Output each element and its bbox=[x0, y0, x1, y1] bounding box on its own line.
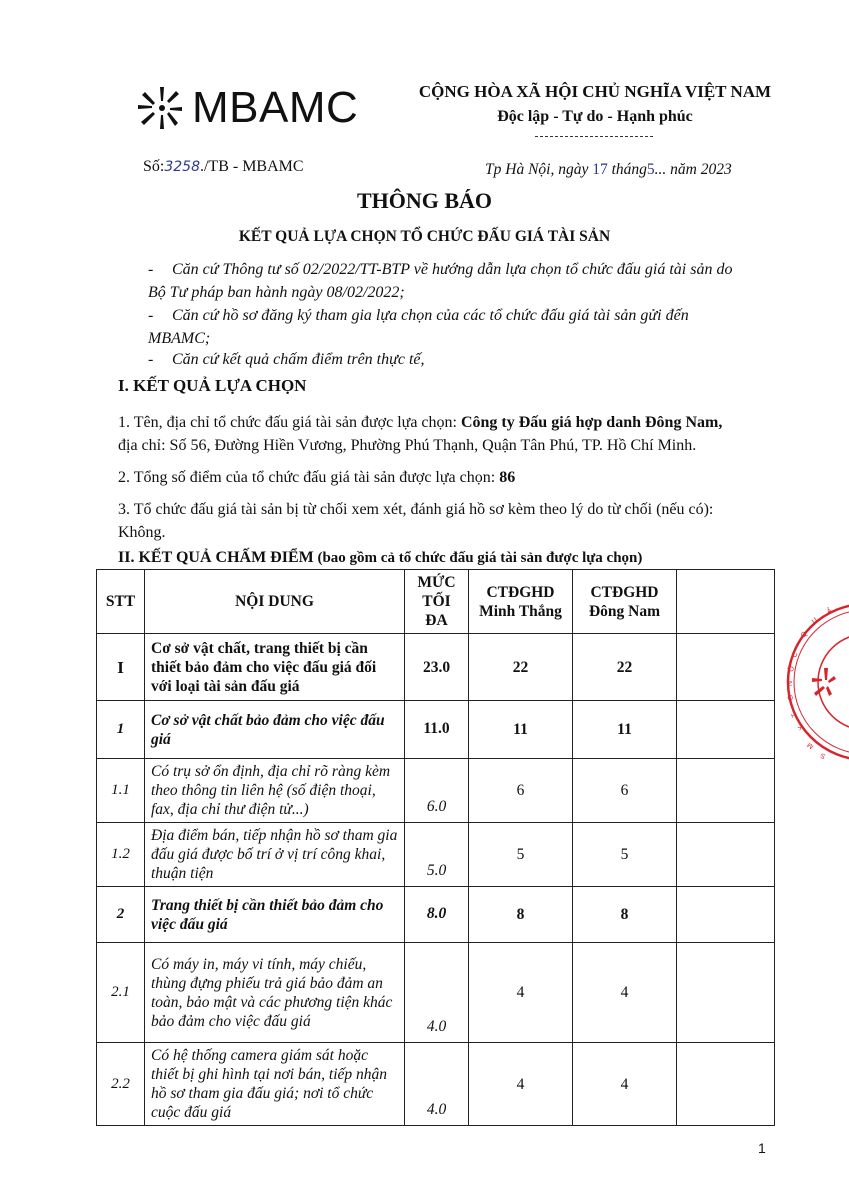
header-minh-thang: CTĐGHD Minh Thắng bbox=[469, 570, 573, 634]
logo-text: MBAMC bbox=[192, 83, 359, 132]
date-prefix: Tp Hà Nội, ngày bbox=[485, 161, 589, 178]
svg-text:T: T bbox=[790, 711, 799, 719]
svg-text:N: N bbox=[787, 680, 794, 686]
section-1-heading: I. KẾT QUẢ LỰA CHỌN bbox=[118, 376, 307, 395]
svg-text:M: M bbox=[806, 740, 816, 750]
table-row: 1.1 Có trụ sở ổn định, địa chỉ rõ ràng kèm theo thông tin liên hệ (số điện thoại, fax, địa chỉ thư điện tử...) 6.0 6 6 bbox=[97, 759, 775, 823]
svg-text:C: C bbox=[791, 651, 800, 659]
mbamc-logo bbox=[136, 80, 366, 136]
total-score: 86 bbox=[499, 469, 516, 486]
table-row: I Cơ sở vật chất, trang thiết bị cần thiết bảo đảm cho việc đấu giá đối với loại tài sản đấu giá 23.0 22 22 bbox=[97, 634, 775, 701]
score-table bbox=[96, 569, 775, 1126]
date-day: 17 bbox=[592, 161, 608, 178]
table-row: 2 Trang thiết bị cần thiết bảo đảm cho việc đấu giá 8.0 8 8 bbox=[97, 887, 775, 943]
svg-text:U: U bbox=[810, 616, 820, 626]
company-seal bbox=[784, 598, 849, 766]
header-max: MỨC TỐI ĐA bbox=[405, 570, 469, 634]
header-content: NỘI DUNG bbox=[145, 570, 405, 634]
page-number: 1 bbox=[758, 1140, 766, 1156]
document-date bbox=[485, 161, 732, 179]
svg-text:G: G bbox=[787, 694, 795, 701]
svg-text:Ô: Ô bbox=[788, 665, 796, 673]
svg-text:Y: Y bbox=[797, 723, 806, 731]
doc-number-handwritten: 3258 bbox=[164, 159, 200, 175]
doc-number-prefix: Số: bbox=[143, 158, 165, 175]
table-row: 1 Cơ sở vật chất bảo đảm cho việc đấu giá 11.0 11 11 bbox=[97, 701, 775, 759]
svg-text:S: S bbox=[819, 751, 827, 760]
section-2-heading: II. KẾT QUẢ CHẤM ĐIỂM (bao gồm cả tổ chức đấu giá tài sản được lựa chọn) bbox=[118, 549, 643, 566]
svg-text:Ả: Ả bbox=[825, 607, 834, 616]
star-burst-icon bbox=[136, 83, 186, 133]
table-header-row bbox=[97, 570, 775, 634]
selected-organization: Công ty Đấu giá hợp danh Đông Nam, bbox=[460, 414, 723, 431]
basis-item-1: - Căn cứ Thông tư số 02/2022/TT-BTP về hướng dẫn lựa chọn tổ chức đấu giá tài sản do Bộ Tư pháp ban hành ngày 08/02/2022; bbox=[148, 261, 733, 301]
table-row: 2.1 Có máy in, máy vi tính, máy chiếu, thùng đựng phiếu trả giá bảo đảm an toàn, bảo mật và các phương tiện khác bảo đảm cho việc đấu giá 4.0 4 4 bbox=[97, 943, 775, 1043]
basis-item-2: - Căn cứ hồ sơ đăng ký tham gia lựa chọn của các tổ chức đấu giá tài sản gửi đến MBAMC; bbox=[148, 307, 689, 347]
country-name: CỘNG HÒA XÃ HỘI CHỦ NGHĨA VIỆT NAM bbox=[418, 82, 772, 101]
date-year: ... năm 2023 bbox=[654, 161, 732, 178]
motto-underline bbox=[535, 136, 653, 137]
page-subtitle: KẾT QUẢ LỰA CHỌN TỔ CHỨC ĐẤU GIÁ TÀI SẢN bbox=[238, 228, 611, 245]
basis-item-3: - Căn cứ kết quả chấm điểm trên thực tế, bbox=[148, 351, 425, 368]
doc-number-suffix: ./TB - MBAMC bbox=[199, 158, 304, 175]
header-stt: STT bbox=[97, 570, 145, 634]
section-1-item-3: 3. Tổ chức đấu giá tài sản bị từ chối xem xét, đánh giá hồ sơ kèm theo lý do từ chối (nếu có): Không. bbox=[118, 501, 714, 541]
svg-text:Q: Q bbox=[799, 630, 809, 640]
table-row: 1.2 Địa điểm bán, tiếp nhận hồ sơ tham gia đấu giá được bố trí ở vị trí công khai, thuận tiện 5.0 5 5 bbox=[97, 823, 775, 887]
date-month: 5 bbox=[646, 161, 655, 178]
table-row: 2.2 Có hệ thống camera giám sát hoặc thiết bị ghi hình tại nơi bán, tiếp nhận hồ sơ tham gia đấu giá; nơi tổ chức cuộc đấu giá 4.0 4 4 bbox=[97, 1043, 775, 1126]
national-motto: Độc lập - Tự do - Hạnh phúc bbox=[497, 108, 693, 125]
page-title: THÔNG BÁO bbox=[356, 188, 493, 213]
section-1-item-1: 1. Tên, địa chỉ tổ chức đấu giá tài sản được lựa chọn: Công ty Đấu giá hợp danh Đông Nam, địa chỉ: Số 56, Đường Hiền Vương, Phường Phú Thạnh, Quận Tân Phú, TP. Hồ Chí Minh. bbox=[118, 414, 723, 454]
seal-stamp-icon bbox=[784, 598, 849, 766]
header-empty bbox=[677, 570, 775, 634]
document-number bbox=[143, 158, 304, 176]
date-month-word: tháng bbox=[611, 161, 647, 178]
header-dong-nam: CTĐGHD Đông Nam bbox=[573, 570, 677, 634]
section-1-item-2: 2. Tổng số điểm của tổ chức đấu giá tài sản được lựa chọn: 86 bbox=[118, 469, 516, 486]
